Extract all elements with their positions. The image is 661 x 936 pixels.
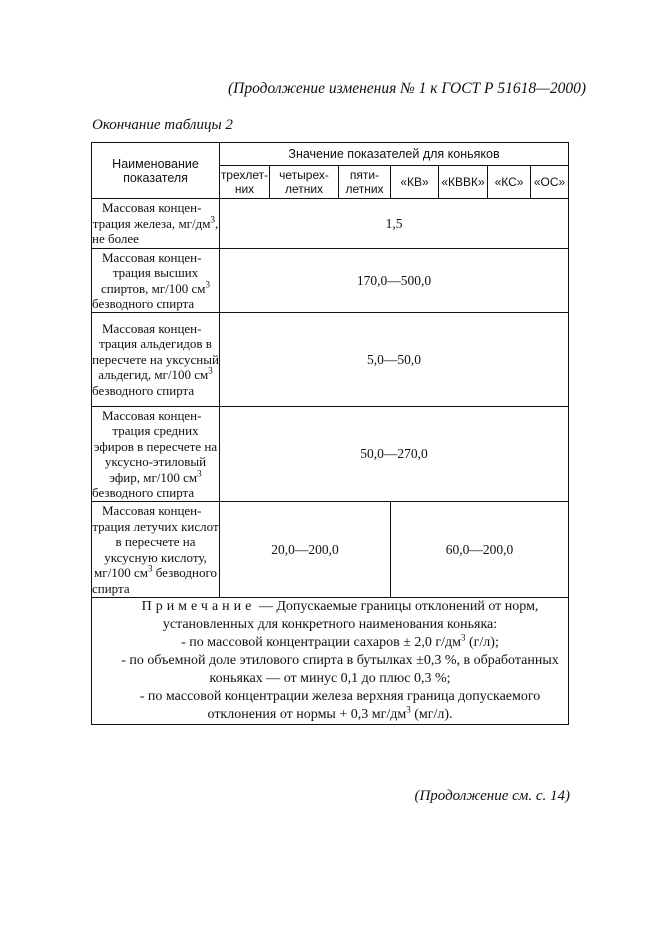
value-volatile-acids-aged: 20,0—200,0 xyxy=(220,502,391,598)
page-footer: (Продолжение см. с. 14) xyxy=(414,788,570,804)
subheader-4yr: четырех-летних xyxy=(270,166,339,199)
subheader-kv: «КВ» xyxy=(391,166,439,199)
param-aldehydes: Массовая концен- трация альдегидов в пересчете на уксусный альдегид, мг/100 $см^3$ безводного спирта xyxy=(92,313,220,407)
subheader-kvvk: «КВВК» xyxy=(439,166,488,199)
value-esters: 50,0—270,0 xyxy=(220,407,569,502)
table-row xyxy=(92,313,569,407)
value-iron: 1,5 xyxy=(220,199,569,249)
subheader-5yr: пяти-летних xyxy=(339,166,391,199)
table-row xyxy=(92,199,569,249)
subheader-os: «ОС» xyxy=(531,166,569,199)
indicators-table xyxy=(91,142,569,725)
value-higher-alcohols: 170,0—500,0 xyxy=(220,249,569,313)
param-higher-alcohols: Массовая концен- трация высших спиртов, мг/100 $см^3$ безводного спирта xyxy=(92,249,220,313)
param-esters: Массовая концен- трация средних эфиров в пересчете на уксусно-этиловый эфир, мг/100 $см^3$ безводного спирта xyxy=(92,407,220,502)
table-row xyxy=(92,502,569,598)
subheader-3yr: трехлет-них xyxy=(220,166,270,199)
param-volatile-acids: Массовая концен- трация летучих кислот в пересчете на уксусную кислоту, мг/100 $см^3$ безводного спирта xyxy=(92,503,219,596)
value-volatile-acids-premium: 60,0—200,0 xyxy=(391,502,569,598)
table-row xyxy=(92,249,569,313)
column-header-group: Значение показателей для коньяков xyxy=(220,143,569,166)
column-header-name: Наименование показателя xyxy=(92,143,220,199)
subheader-ks: «КС» xyxy=(488,166,531,199)
table-caption: Окончание таблицы 2 xyxy=(92,117,233,133)
table-note: Примечание — Допускаемые границы отклонений от норм, установленных для конкретного наименования коньяка: - по массовой концентрации сахаров ± 2,0 $г/дм^3$ (г/л); - по объемной доле этилового спирта в бутылках ±0,3 %, в обработанных коньяках — от минус 0,1 до плюс 0,3 %; - по массовой концентрации железа верхняя граница допускаемого отклонения от нормы + 0,3 $мг/дм^3$ (мг/л). xyxy=(92,598,569,725)
param-iron: Массовая концен- трация железа, $мг/дм^3$, не более xyxy=(92,199,220,249)
value-aldehydes: 5,0—50,0 xyxy=(220,313,569,407)
page-header: (Продолжение изменения № 1 к ГОСТ Р 51618—2000) xyxy=(228,80,587,97)
note-title: Примечание xyxy=(141,599,256,614)
table-row xyxy=(92,407,569,502)
note-item-alcohol: - по объемной доле этилового спирта в бутылках ±0,3 %, в обработанных коньяках — от минус 0,1 до плюс 0,3 %; xyxy=(121,653,559,686)
